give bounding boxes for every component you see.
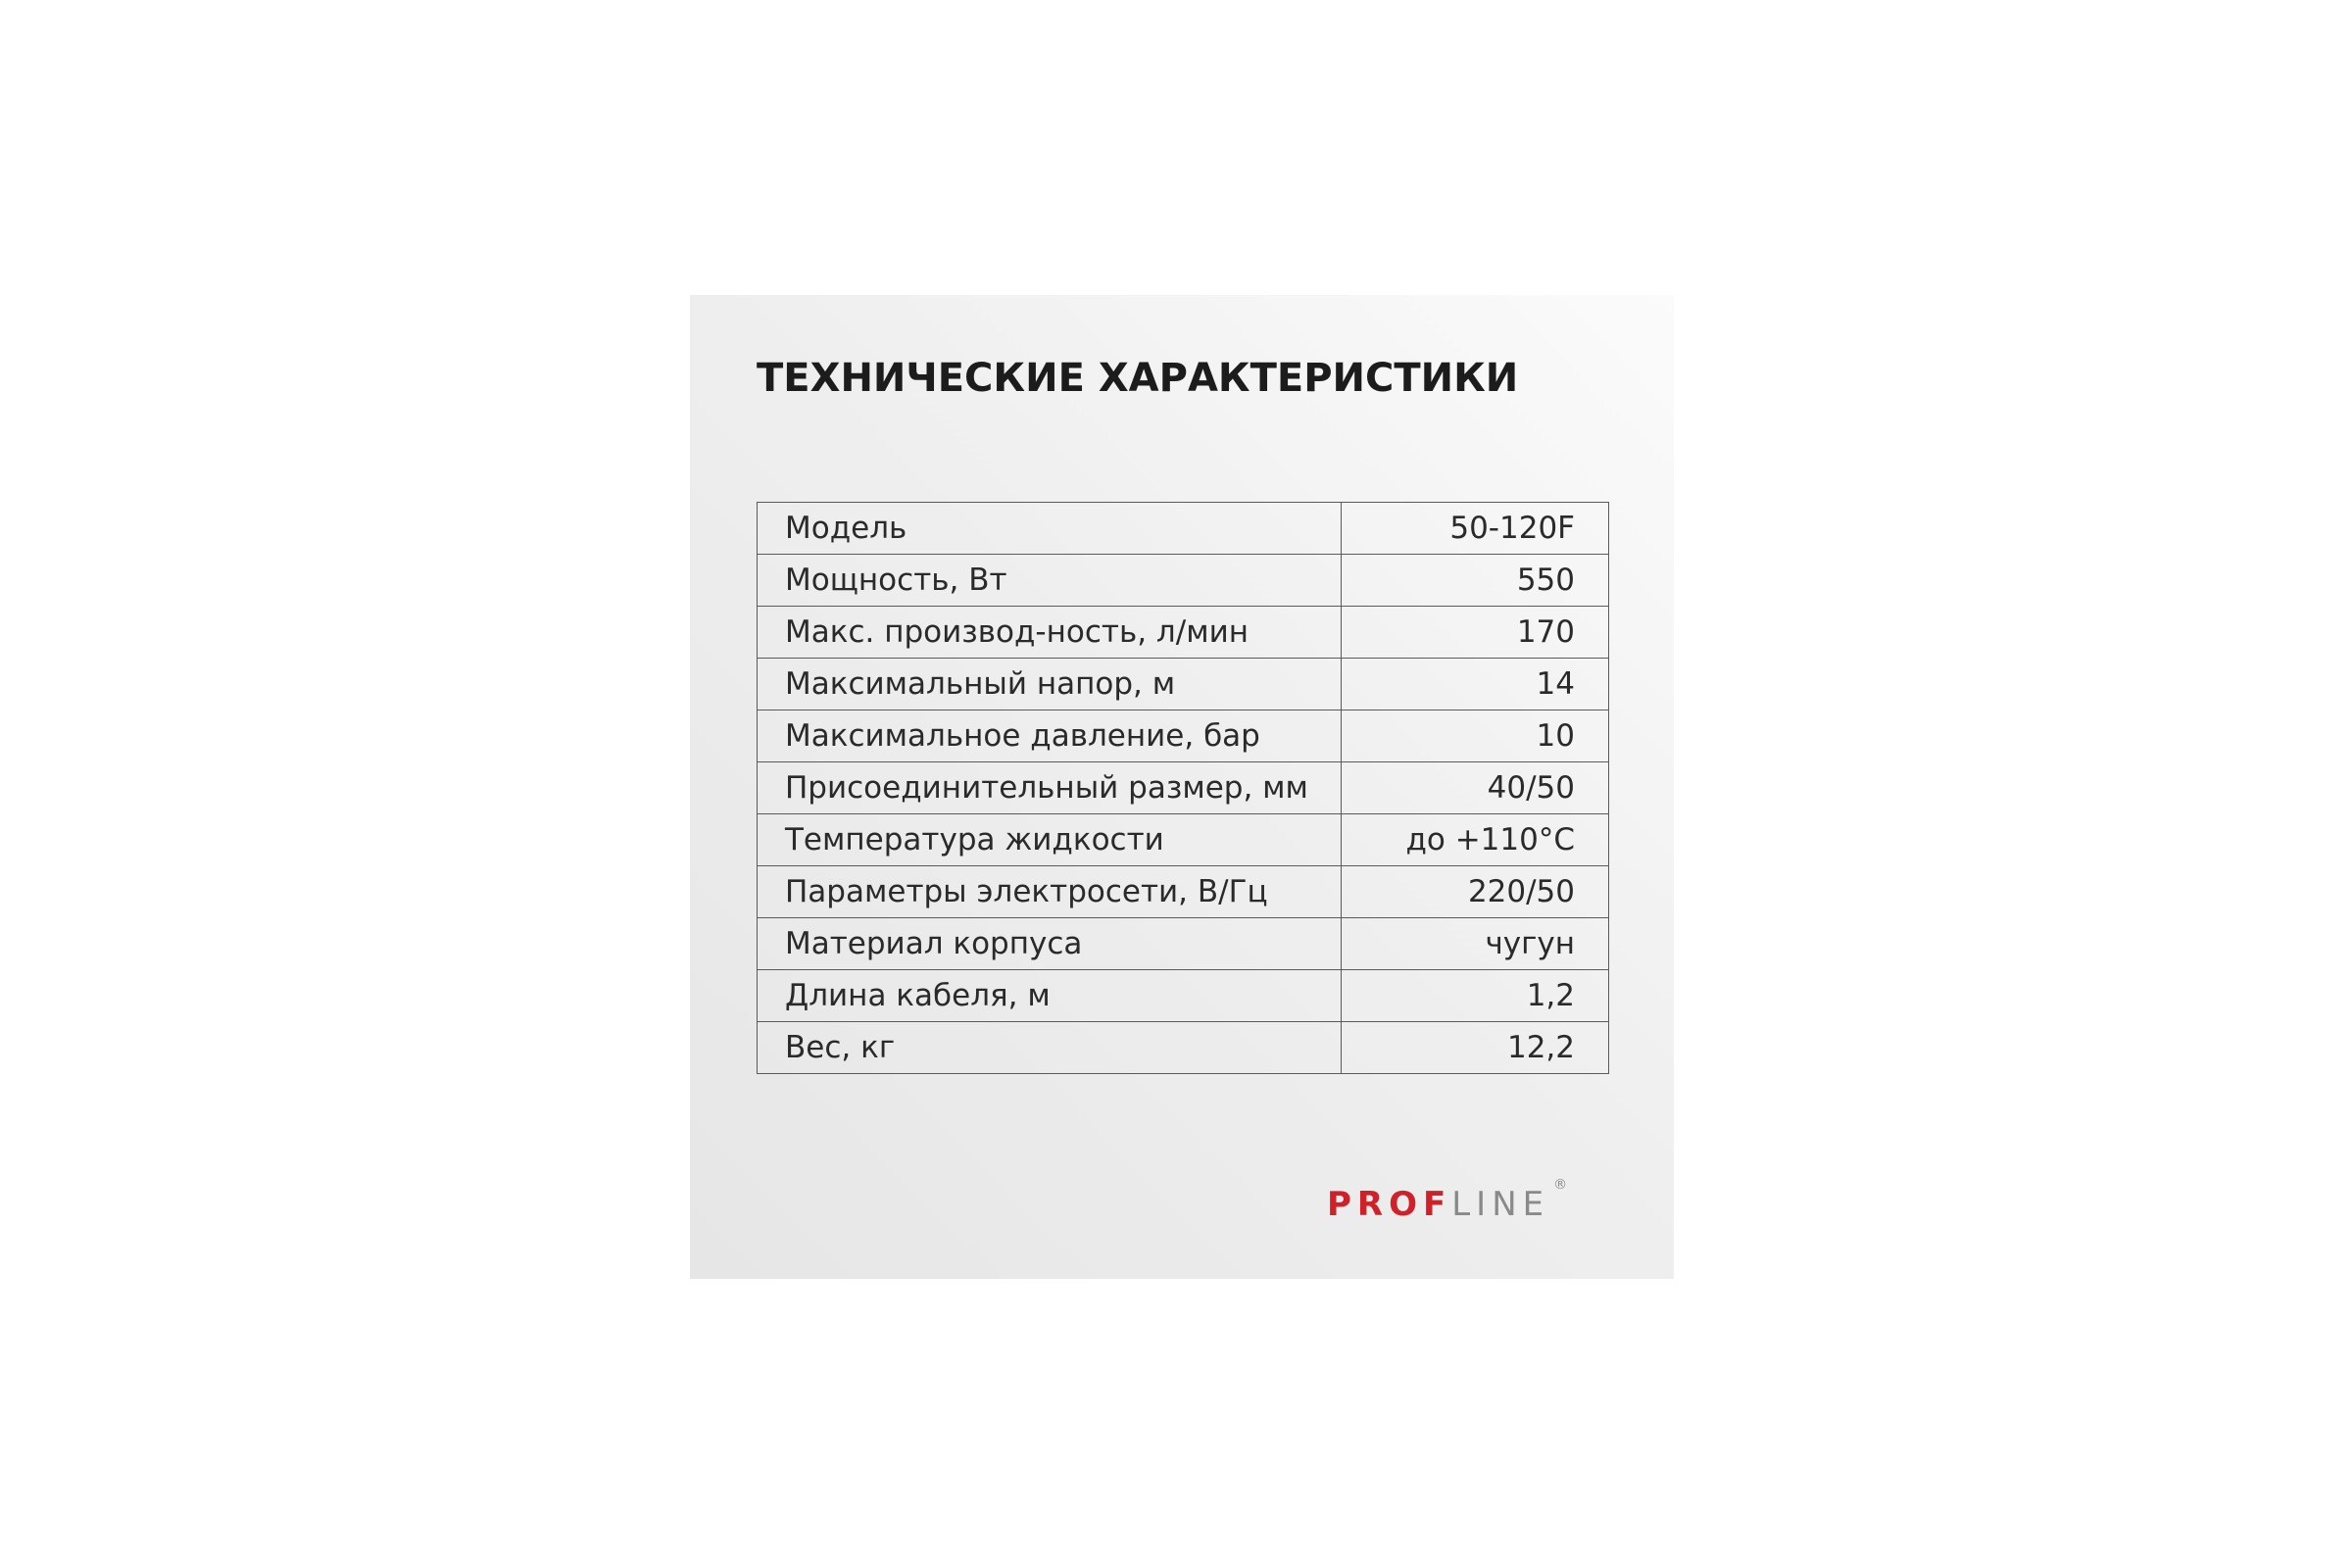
table-row bbox=[758, 918, 1609, 970]
table-row bbox=[758, 659, 1609, 710]
spec-label: Параметры электросети, В/Гц bbox=[758, 866, 1342, 918]
spec-label: Максимальный напор, м bbox=[758, 659, 1342, 710]
spec-value: 40/50 bbox=[1342, 762, 1609, 814]
spec-label: Модель bbox=[758, 503, 1342, 555]
spec-table bbox=[757, 502, 1609, 1074]
spec-value: 10 bbox=[1342, 710, 1609, 762]
spec-value: 12,2 bbox=[1342, 1022, 1609, 1074]
spec-card bbox=[690, 295, 1674, 1279]
spec-label: Материал корпуса bbox=[758, 918, 1342, 970]
registered-mark-icon: ® bbox=[1553, 1177, 1568, 1193]
spec-label: Максимальное давление, бар bbox=[758, 710, 1342, 762]
spec-value: 170 bbox=[1342, 607, 1609, 659]
spec-value: 14 bbox=[1342, 659, 1609, 710]
spec-value: 220/50 bbox=[1342, 866, 1609, 918]
spec-label: Температура жидкости bbox=[758, 814, 1342, 866]
profline-logo bbox=[1327, 1177, 1568, 1224]
table-row bbox=[758, 762, 1609, 814]
spec-title: ТЕХНИЧЕСКИЕ ХАРАКТЕРИСТИКИ bbox=[757, 356, 1519, 401]
logo-prof-text: PROF bbox=[1327, 1185, 1452, 1224]
table-row bbox=[758, 814, 1609, 866]
spec-value: 1,2 bbox=[1342, 970, 1609, 1022]
table-row bbox=[758, 866, 1609, 918]
table-row bbox=[758, 710, 1609, 762]
spec-label: Длина кабеля, м bbox=[758, 970, 1342, 1022]
table-row bbox=[758, 555, 1609, 607]
spec-label: Присоединительный размер, мм bbox=[758, 762, 1342, 814]
table-row bbox=[758, 1022, 1609, 1074]
table-row bbox=[758, 970, 1609, 1022]
spec-value: 550 bbox=[1342, 555, 1609, 607]
table-row bbox=[758, 503, 1609, 555]
logo-line-text: LINE bbox=[1451, 1185, 1550, 1224]
spec-label: Вес, кг bbox=[758, 1022, 1342, 1074]
spec-label: Мощность, Вт bbox=[758, 555, 1342, 607]
spec-value: до +110°С bbox=[1342, 814, 1609, 866]
table-row bbox=[758, 607, 1609, 659]
spec-label: Макс. производ-ность, л/мин bbox=[758, 607, 1342, 659]
spec-value: 50-120F bbox=[1342, 503, 1609, 555]
spec-value: чугун bbox=[1342, 918, 1609, 970]
